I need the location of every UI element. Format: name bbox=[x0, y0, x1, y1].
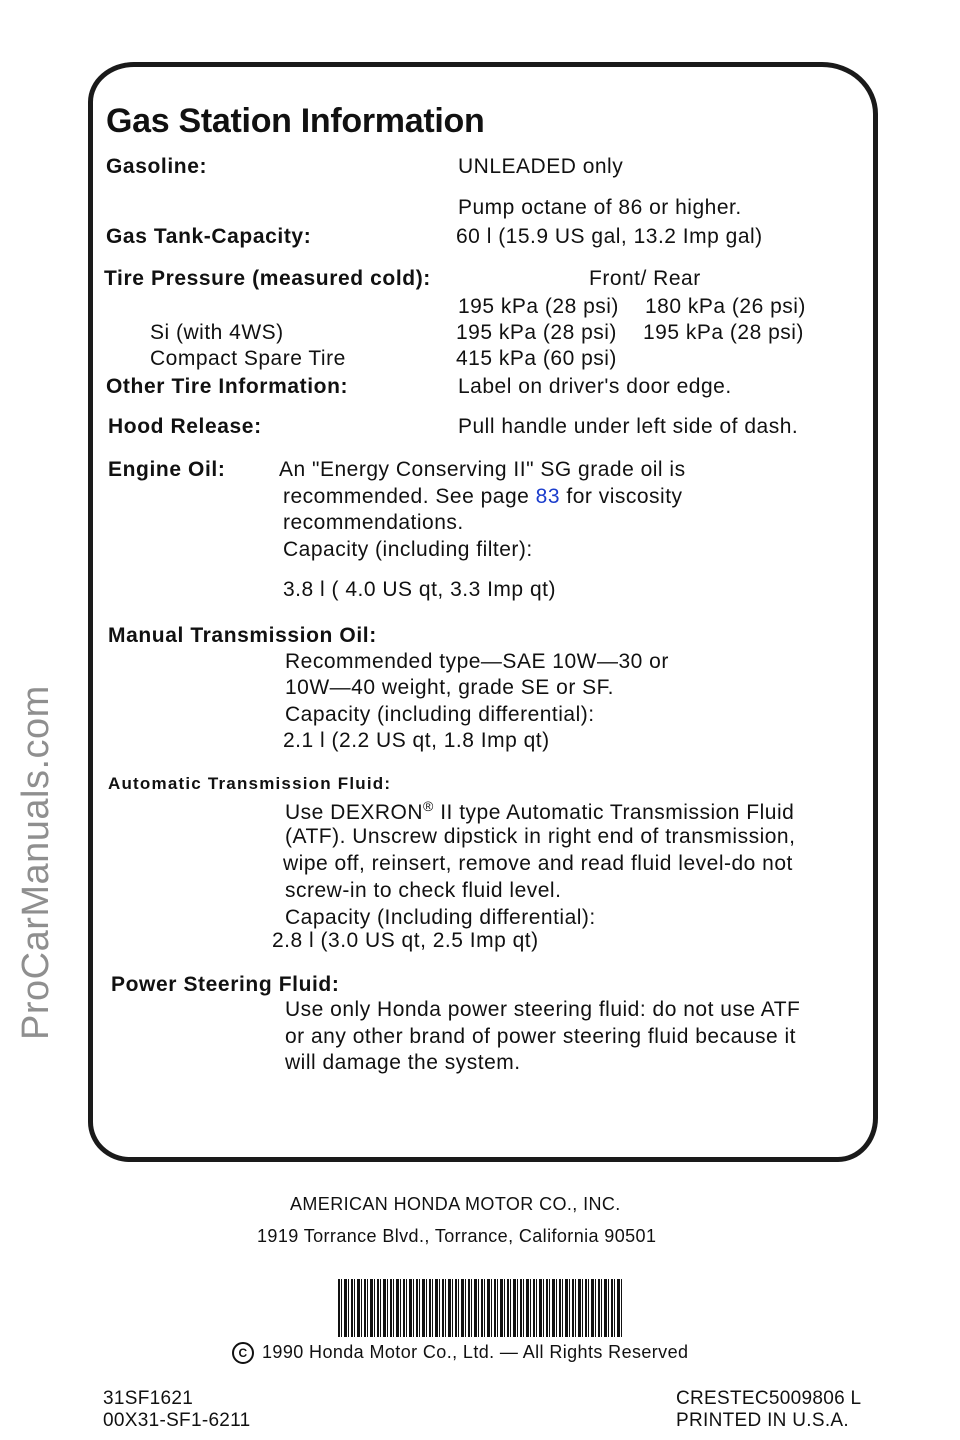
other-tire-info-label: Other Tire Information: bbox=[106, 375, 349, 398]
tire-row-name: Compact Spare Tire bbox=[150, 347, 346, 370]
doc-code-left-2: 00X31-SF1-6211 bbox=[103, 1410, 251, 1431]
barcode-image bbox=[338, 1279, 623, 1337]
hood-release-value: Pull handle under left side of dash. bbox=[458, 415, 799, 438]
hood-release-label: Hood Release: bbox=[108, 415, 262, 438]
tire-row-front: 195 kPa (28 psi) bbox=[458, 295, 619, 318]
gasoline-value: UNLEADED only bbox=[458, 155, 624, 178]
manual-transmission-capacity: 2.1 l (2.2 US qt, 1.8 Imp qt) bbox=[283, 729, 550, 752]
gasoline-label: Gasoline: bbox=[106, 155, 208, 178]
doc-code-left-1: 31SF1621 bbox=[103, 1388, 194, 1409]
power-steering-label: Power Steering Fluid: bbox=[111, 973, 340, 996]
atf-line: (ATF). Unscrew dipstick in right end of transmission, bbox=[285, 825, 796, 848]
doc-code-left bbox=[103, 1388, 251, 1432]
manual-transmission-line: Recommended type—SAE 10W—30 or bbox=[285, 650, 669, 673]
copyright-icon: C bbox=[232, 1342, 254, 1364]
manual-transmission-line: Capacity (including differential): bbox=[285, 703, 595, 726]
atf-line: screw-in to check fluid level. bbox=[285, 879, 562, 902]
atf-capacity-value: 2.8 l (3.0 US qt, 2.5 Imp qt) bbox=[272, 929, 539, 952]
page-83-link[interactable]: 83 bbox=[535, 485, 561, 508]
atf-line: wipe off, reinsert, remove and read fluid level-do not bbox=[283, 852, 793, 875]
tire-row-front: 195 kPa (28 psi) bbox=[456, 321, 617, 344]
atf-capacity-label: Capacity (Including differential): bbox=[285, 906, 596, 929]
engine-oil-label: Engine Oil: bbox=[108, 458, 226, 481]
atf-text: II type Automatic Transmission Fluid bbox=[433, 801, 795, 824]
copyright-line bbox=[232, 1342, 688, 1364]
page-title: Gas Station Information bbox=[106, 102, 485, 140]
tire-row-name: Si (with 4WS) bbox=[150, 321, 284, 344]
power-steering-line: or any other brand of power steering fluid because it bbox=[285, 1025, 796, 1048]
engine-oil-line bbox=[283, 485, 683, 509]
doc-code-right-2: PRINTED IN U.S.A. bbox=[676, 1410, 849, 1431]
power-steering-line: Use only Honda power steering fluid: do not use ATF bbox=[285, 998, 801, 1021]
engine-oil-capacity-value: 3.8 l ( 4.0 US qt, 3.3 Imp qt) bbox=[283, 578, 556, 601]
gasoline-octane: Pump octane of 86 or higher. bbox=[458, 196, 742, 219]
engine-oil-capacity-label: Capacity (including filter): bbox=[283, 538, 533, 561]
engine-oil-text: for viscosity bbox=[566, 485, 683, 508]
watermark-text: ProCarManuals.com bbox=[15, 685, 57, 1040]
engine-oil-line: An "Energy Conserving II" SG grade oil is bbox=[279, 458, 686, 481]
tire-pressure-label: Tire Pressure (measured cold): bbox=[104, 267, 431, 290]
engine-oil-text: recommended. See page bbox=[283, 485, 530, 508]
doc-code-right-1: CRESTEC5009806 L bbox=[676, 1388, 862, 1409]
doc-code-right bbox=[676, 1388, 861, 1432]
copyright-text: 1990 Honda Motor Co., Ltd. — All Rights Reserved bbox=[262, 1342, 689, 1362]
manual-transmission-label: Manual Transmission Oil: bbox=[108, 624, 377, 647]
company-name: AMERICAN HONDA MOTOR CO., INC. bbox=[290, 1194, 621, 1214]
engine-oil-line: recommendations. bbox=[283, 511, 464, 534]
atf-label: Automatic Transmission Fluid: bbox=[108, 774, 392, 793]
atf-line bbox=[285, 798, 794, 825]
tank-capacity-value: 60 l (15.9 US gal, 13.2 Imp gal) bbox=[456, 225, 763, 248]
power-steering-line: will damage the system. bbox=[285, 1051, 521, 1074]
other-tire-info-value: Label on driver's door edge. bbox=[458, 375, 732, 398]
tank-capacity-label: Gas Tank-Capacity: bbox=[106, 225, 312, 248]
tire-pressure-header: Front/ Rear bbox=[589, 267, 701, 290]
manual-transmission-line: 10W—40 weight, grade SE or SF. bbox=[285, 676, 614, 699]
tire-row-front: 415 kPa (60 psi) bbox=[456, 347, 617, 370]
tire-row-rear: 195 kPa (28 psi) bbox=[643, 321, 804, 344]
registered-mark: ® bbox=[423, 798, 434, 814]
tire-row-rear: 180 kPa (26 psi) bbox=[645, 295, 806, 318]
atf-text: Use DEXRON bbox=[285, 801, 424, 824]
company-address: 1919 Torrance Blvd., Torrance, California 90501 bbox=[257, 1226, 657, 1246]
